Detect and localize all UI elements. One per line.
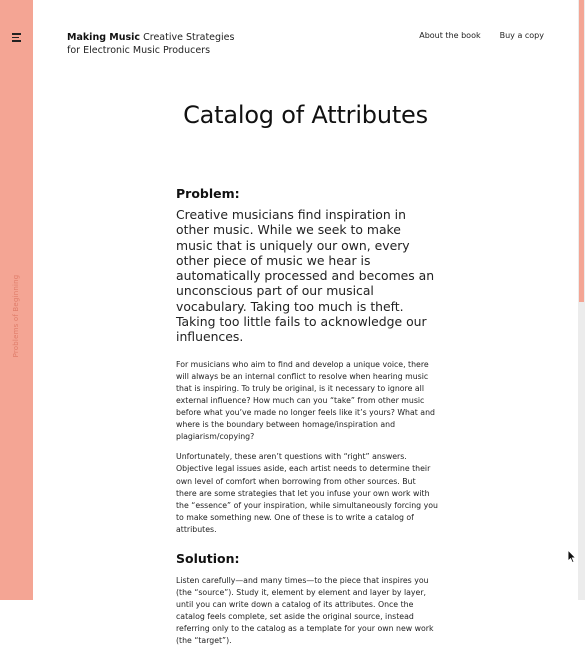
scrollbar[interactable] xyxy=(578,0,585,600)
article-content xyxy=(176,186,438,648)
hamburger-menu-icon[interactable] xyxy=(12,33,22,42)
paragraph-3: Listen carefully—and many times—to the piece that inspires you (the “source”). Study it, element by element and layer by layer, until you can write down a catalog of its attributes. Once the catalog feels complete, set aside the original source, instead referring only to the catalog as a template for your own new work (the “target”). xyxy=(176,575,434,646)
problem-lead: Creative musicians find inspiration in other music. While we seek to make music that is uniquely our own, every other piece of music we hear is automatically processed and becomes an unconscious part of our musical vocabulary. Taking too much is theft. Taking too little fails to acknowledge our influences. xyxy=(176,207,435,345)
mouse-pointer-icon xyxy=(567,549,577,564)
nav-about-the-book[interactable]: About the book xyxy=(419,31,481,40)
nav-buy-a-copy[interactable]: Buy a copy xyxy=(499,31,544,40)
brand-name: Making Music xyxy=(67,32,141,43)
paragraph-1: For musicians who aim to find and develop a unique voice, there will always be an internal conflict to resolve when hearing music that is inspiring. To truly be original, is it necessary to ignore all external influence? How much can you “take” from other music before what you’ve made no longer feels like it’s yours? What and where is the boundary between homage/inspiration and plagiarism/copying? xyxy=(176,359,435,442)
brand-tagline: Creative Strategies for Electronic Music Producers xyxy=(67,32,235,56)
page-title: Catalog of Attributes xyxy=(183,101,428,129)
scrollbar-thumb[interactable] xyxy=(579,0,584,302)
problem-heading: Problem: xyxy=(176,186,240,201)
solution-heading: Solution: xyxy=(176,550,240,566)
brand-logo[interactable] xyxy=(67,31,247,57)
sidebar xyxy=(0,0,33,600)
section-label: Problems of Beginning xyxy=(12,274,20,358)
top-nav xyxy=(419,31,544,40)
paragraph-2: Unfortunately, these aren’t questions with “right” answers. Objective legal issues aside, each artist needs to determine their own level of comfort when borrowing from other sources. But there are some strategies that let you infuse your own work with the “essence” of your inspiration, while simultaneously forcing you to make something new. One of these is to write a catalog of attributes. xyxy=(176,452,438,534)
